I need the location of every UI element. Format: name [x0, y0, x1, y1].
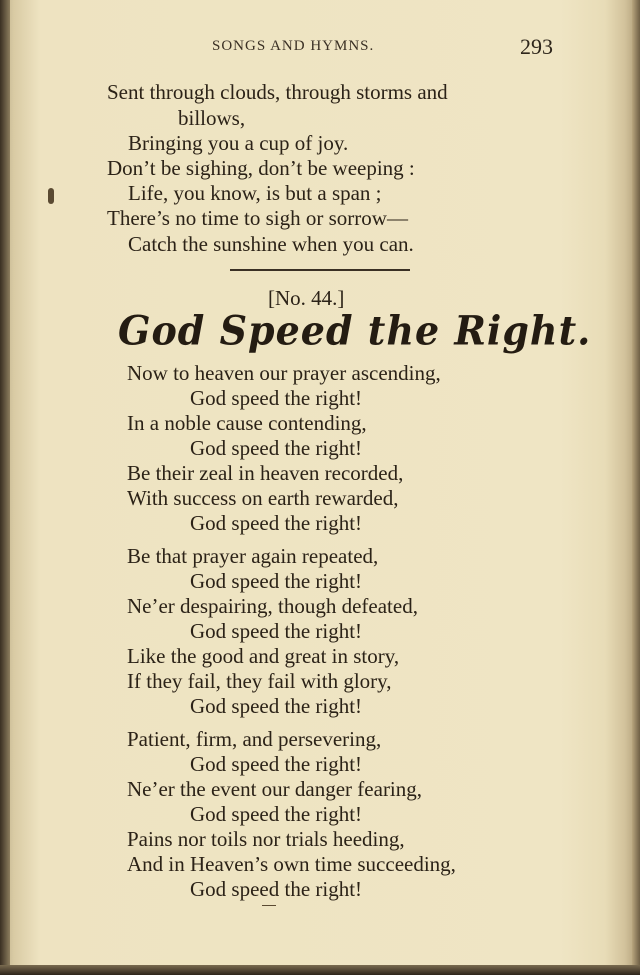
verse-line: Life, you know, is but a span ; [128, 181, 382, 205]
verse-line: There’s no time to sigh or sorrow— [107, 206, 408, 230]
ink-mark [48, 188, 54, 204]
verse-line: Patient, firm, and persevering, [127, 727, 382, 751]
verse-line: Sent through clouds, through storms and [107, 80, 448, 104]
page-number: 293 [520, 34, 553, 59]
verse-line: Now to heaven our prayer ascending, [127, 361, 441, 385]
refrain-line: God speed the right! [190, 877, 363, 901]
verse-line: billows, [178, 106, 246, 130]
verse-line: With success on earth rewarded, [127, 486, 399, 510]
book-gutter [0, 0, 10, 975]
verse-line: Catch the sunshine when you can. [128, 232, 414, 256]
running-head: SONGS AND HYMNS. [212, 38, 375, 54]
verse-line: Ne’er the event our danger fearing, [127, 777, 423, 801]
refrain-line: God speed the right! [190, 694, 363, 718]
page-edge [632, 0, 640, 975]
refrain-line: God speed the right! [190, 802, 363, 826]
footer-signature-mark [262, 905, 276, 906]
verse-line: Like the good and great in story, [127, 644, 400, 668]
refrain-line: God speed the right! [190, 436, 363, 460]
verse-line: Pains nor toils nor trials heeding, [127, 827, 405, 851]
page-bottom-edge [0, 965, 640, 975]
refrain-line: God speed the right! [190, 752, 363, 776]
verse-line: Ne’er despairing, though defeated, [127, 594, 418, 618]
verse-line: Be their zeal in heaven recorded, [127, 461, 404, 485]
verse-line: Be that prayer again repeated, [127, 544, 379, 568]
section-divider [230, 269, 410, 271]
verse-line: If they fail, they fail with glory, [127, 669, 392, 693]
verse-line: In a noble cause contending, [127, 411, 367, 435]
refrain-line: God speed the right! [190, 619, 363, 643]
refrain-line: God speed the right! [190, 511, 363, 535]
verse-line: Bringing you a cup of joy. [128, 131, 349, 155]
refrain-line: God speed the right! [190, 569, 363, 593]
verse-line: And in Heaven’s own time succeeding, [127, 852, 456, 876]
verse-line: Don’t be sighing, don’t be weeping : [107, 156, 415, 180]
hymn-title: God Speed the Right. [118, 306, 592, 355]
page-header [0, 34, 640, 60]
hymn-number: [No. 44.] [268, 286, 345, 310]
refrain-line: God speed the right! [190, 386, 363, 410]
